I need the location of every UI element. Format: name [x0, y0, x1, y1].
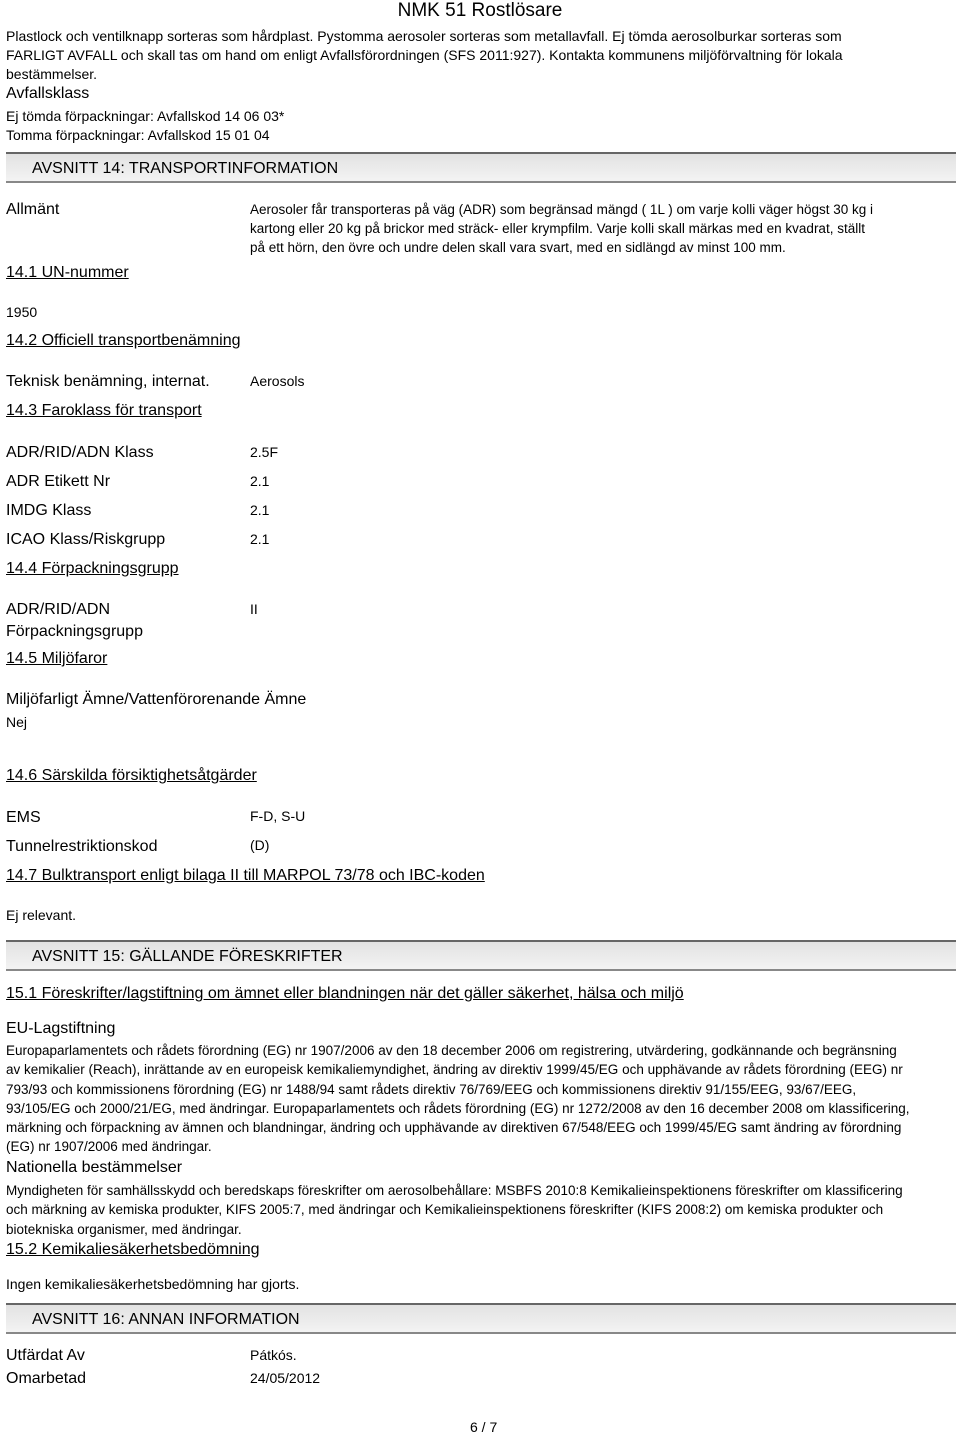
chemical-safety-heading: 15.2 Kemikaliesäkerhetsbedömning — [6, 1241, 260, 1258]
adr-label-label: ADR Etikett Nr — [6, 473, 111, 490]
imdg-class-value: 2.1 — [250, 502, 270, 518]
hazard-class-heading: 14.3 Faroklass för transport — [6, 402, 202, 419]
un-number-heading: 14.1 UN-nummer — [6, 264, 129, 281]
regulations-heading: 15.1 Föreskrifter/lagstiftning om ämnet eller blandningen när det gäller säkerhet, hälsa och miljö — [6, 985, 684, 1002]
issued-by-label: Utfärdat Av — [6, 1347, 85, 1364]
precautions-heading: 14.6 Särskilda försiktighetsåtgärder — [6, 767, 257, 784]
adr-class-value: 2.5F — [250, 444, 279, 460]
env-hazard-label: Miljöfarligt Ämne/Vattenförorenande Ämne — [6, 691, 307, 708]
packing-group-heading: 14.4 Förpackningsgrupp — [6, 560, 179, 577]
env-hazard-heading: 14.5 Miljöfaror — [6, 650, 108, 667]
tunnel-code-label: Tunnelrestriktionskod — [6, 838, 158, 855]
general-text-line-3: på ett hörn, den övre och undre delen skall vara svart, med en sidlängd av minst 100 mm. — [250, 240, 786, 255]
eu-legislation-text: Europaparlamentets och rådets förordning (EG) nr 1907/2006 av den 18 december 2006 om registrering, utvärdering, godkännande och begränsning av kemikalier (Reach), inrättande av en europeisk kemikaliemyndighet, ändring av direktiv 1999/45/EG och upphävande av rådets förordning (EEG) nr 793/93 och kommissionens förordning (EG) nr 1488/94 samt rådets direktiv 76/769/EEG och kommissionens direktiv 91/155/EEG, 93/67/EEG, 93/105/EG och 2000/21/EG, med ändringar. Europaparlamentets och rådets förordning (EG) nr 1272/2008 av den 16 december 2008 om klassificering, märkning och förpackning av ämnen och blandningar, ändring och upphävande av direktiven 67/548/EEG och 1999/45/EG samt ändring av förordning (EG) nr 1907/2006 med ändringar. — [6, 1043, 910, 1155]
icao-class-label: ICAO Klass/Riskgrupp — [6, 531, 166, 548]
ems-label: EMS — [6, 809, 41, 826]
tech-name-value: Aerosols — [250, 373, 305, 389]
tech-name-label: Teknisk benämning, internat. — [6, 373, 210, 390]
intro-line-2: FARLIGT AVFALL och skall tas om hand om enligt Avfallsförordningen (SFS 2011:927). Kontakta kommunens miljöförvaltning för lokala — [6, 47, 843, 63]
revised-value: 24/05/2012 — [250, 1370, 321, 1386]
national-regulations-text: Myndigheten för samhällsskydd och beredskaps föreskrifter om aerosolbehållare: MSBFS 2010:8 Kemikalieinspektionens föreskrifter om klassificering och märkning av kemiska produkter, KIFS 2005:7, med ändringar och Kemikalieinspektionens föreskrifter (KIFS 2008:2) om kemiska produkter och biotekniska organismer, med ändringar. — [6, 1183, 903, 1237]
bulk-transport-value: Ej relevant. — [6, 907, 77, 923]
bulk-transport-heading: 14.7 Bulktransport enligt bilaga II till MARPOL 73/78 och IBC-koden — [6, 867, 485, 884]
general-text-line-1: Aerosoler får transporteras på väg (ADR) som begränsad mängd ( 1L ) om varje kolli väger högst 30 kg i — [250, 202, 874, 217]
section-15-header — [6, 940, 956, 971]
section-16-title: AVSNITT 16: ANNAN INFORMATION — [32, 1311, 300, 1328]
packing-group-label-2: Förpackningsgrupp — [6, 623, 143, 640]
document-title: NMK 51 Rostlösare — [397, 0, 563, 21]
intro-line-3: bestämmelser. — [6, 66, 98, 82]
section-14-header — [6, 152, 956, 183]
waste-class-heading: Avfallsklass — [6, 85, 90, 102]
section-14-title: AVSNITT 14: TRANSPORTINFORMATION — [32, 160, 339, 177]
general-text-line-2: kartong eller 20 kg på brickor med sträck- eller krympfilm. Varje kolli skall märkas med en kvadrat, ställt — [250, 221, 865, 236]
imdg-class-label: IMDG Klass — [6, 502, 92, 519]
ems-value: F-D, S-U — [250, 808, 306, 824]
waste-code-empty: Tomma förpackningar: Avfallskod 15 01 04 — [6, 127, 270, 143]
tunnel-code-value: (D) — [250, 837, 270, 853]
section-16-header — [6, 1303, 956, 1334]
icao-class-value: 2.1 — [250, 531, 270, 547]
eu-legislation-heading: EU-Lagstiftning — [6, 1020, 116, 1037]
issued-by-value: Pátkós. — [250, 1347, 297, 1363]
intro-line-1: Plastlock och ventilknapp sorteras som hårdplast. Pystomma aerosoler sorteras som metallavfall. Ej tömda aerosolburkar sorteras som — [6, 28, 842, 44]
packing-group-label-1: ADR/RID/ADN — [6, 601, 111, 618]
section-15-title: AVSNITT 15: GÄLLANDE FÖRESKRIFTER — [32, 948, 343, 965]
national-regulations-heading: Nationella bestämmelser — [6, 1159, 183, 1176]
env-hazard-value: Nej — [6, 714, 28, 730]
packing-group-value: II — [250, 601, 258, 617]
general-label: Allmänt — [6, 201, 60, 218]
waste-code-unemptied: Ej tömda förpackningar: Avfallskod 14 06 03* — [6, 108, 285, 124]
page-number: 6 / 7 — [470, 1419, 498, 1435]
un-number-value: 1950 — [6, 304, 38, 320]
adr-label-value: 2.1 — [250, 473, 270, 489]
shipping-name-heading: 14.2 Officiell transportbenämning — [6, 332, 241, 349]
adr-class-label: ADR/RID/ADN Klass — [6, 444, 154, 461]
chemical-safety-value: Ingen kemikaliesäkerhetsbedömning har gjorts. — [6, 1276, 300, 1292]
revised-label: Omarbetad — [6, 1370, 87, 1387]
